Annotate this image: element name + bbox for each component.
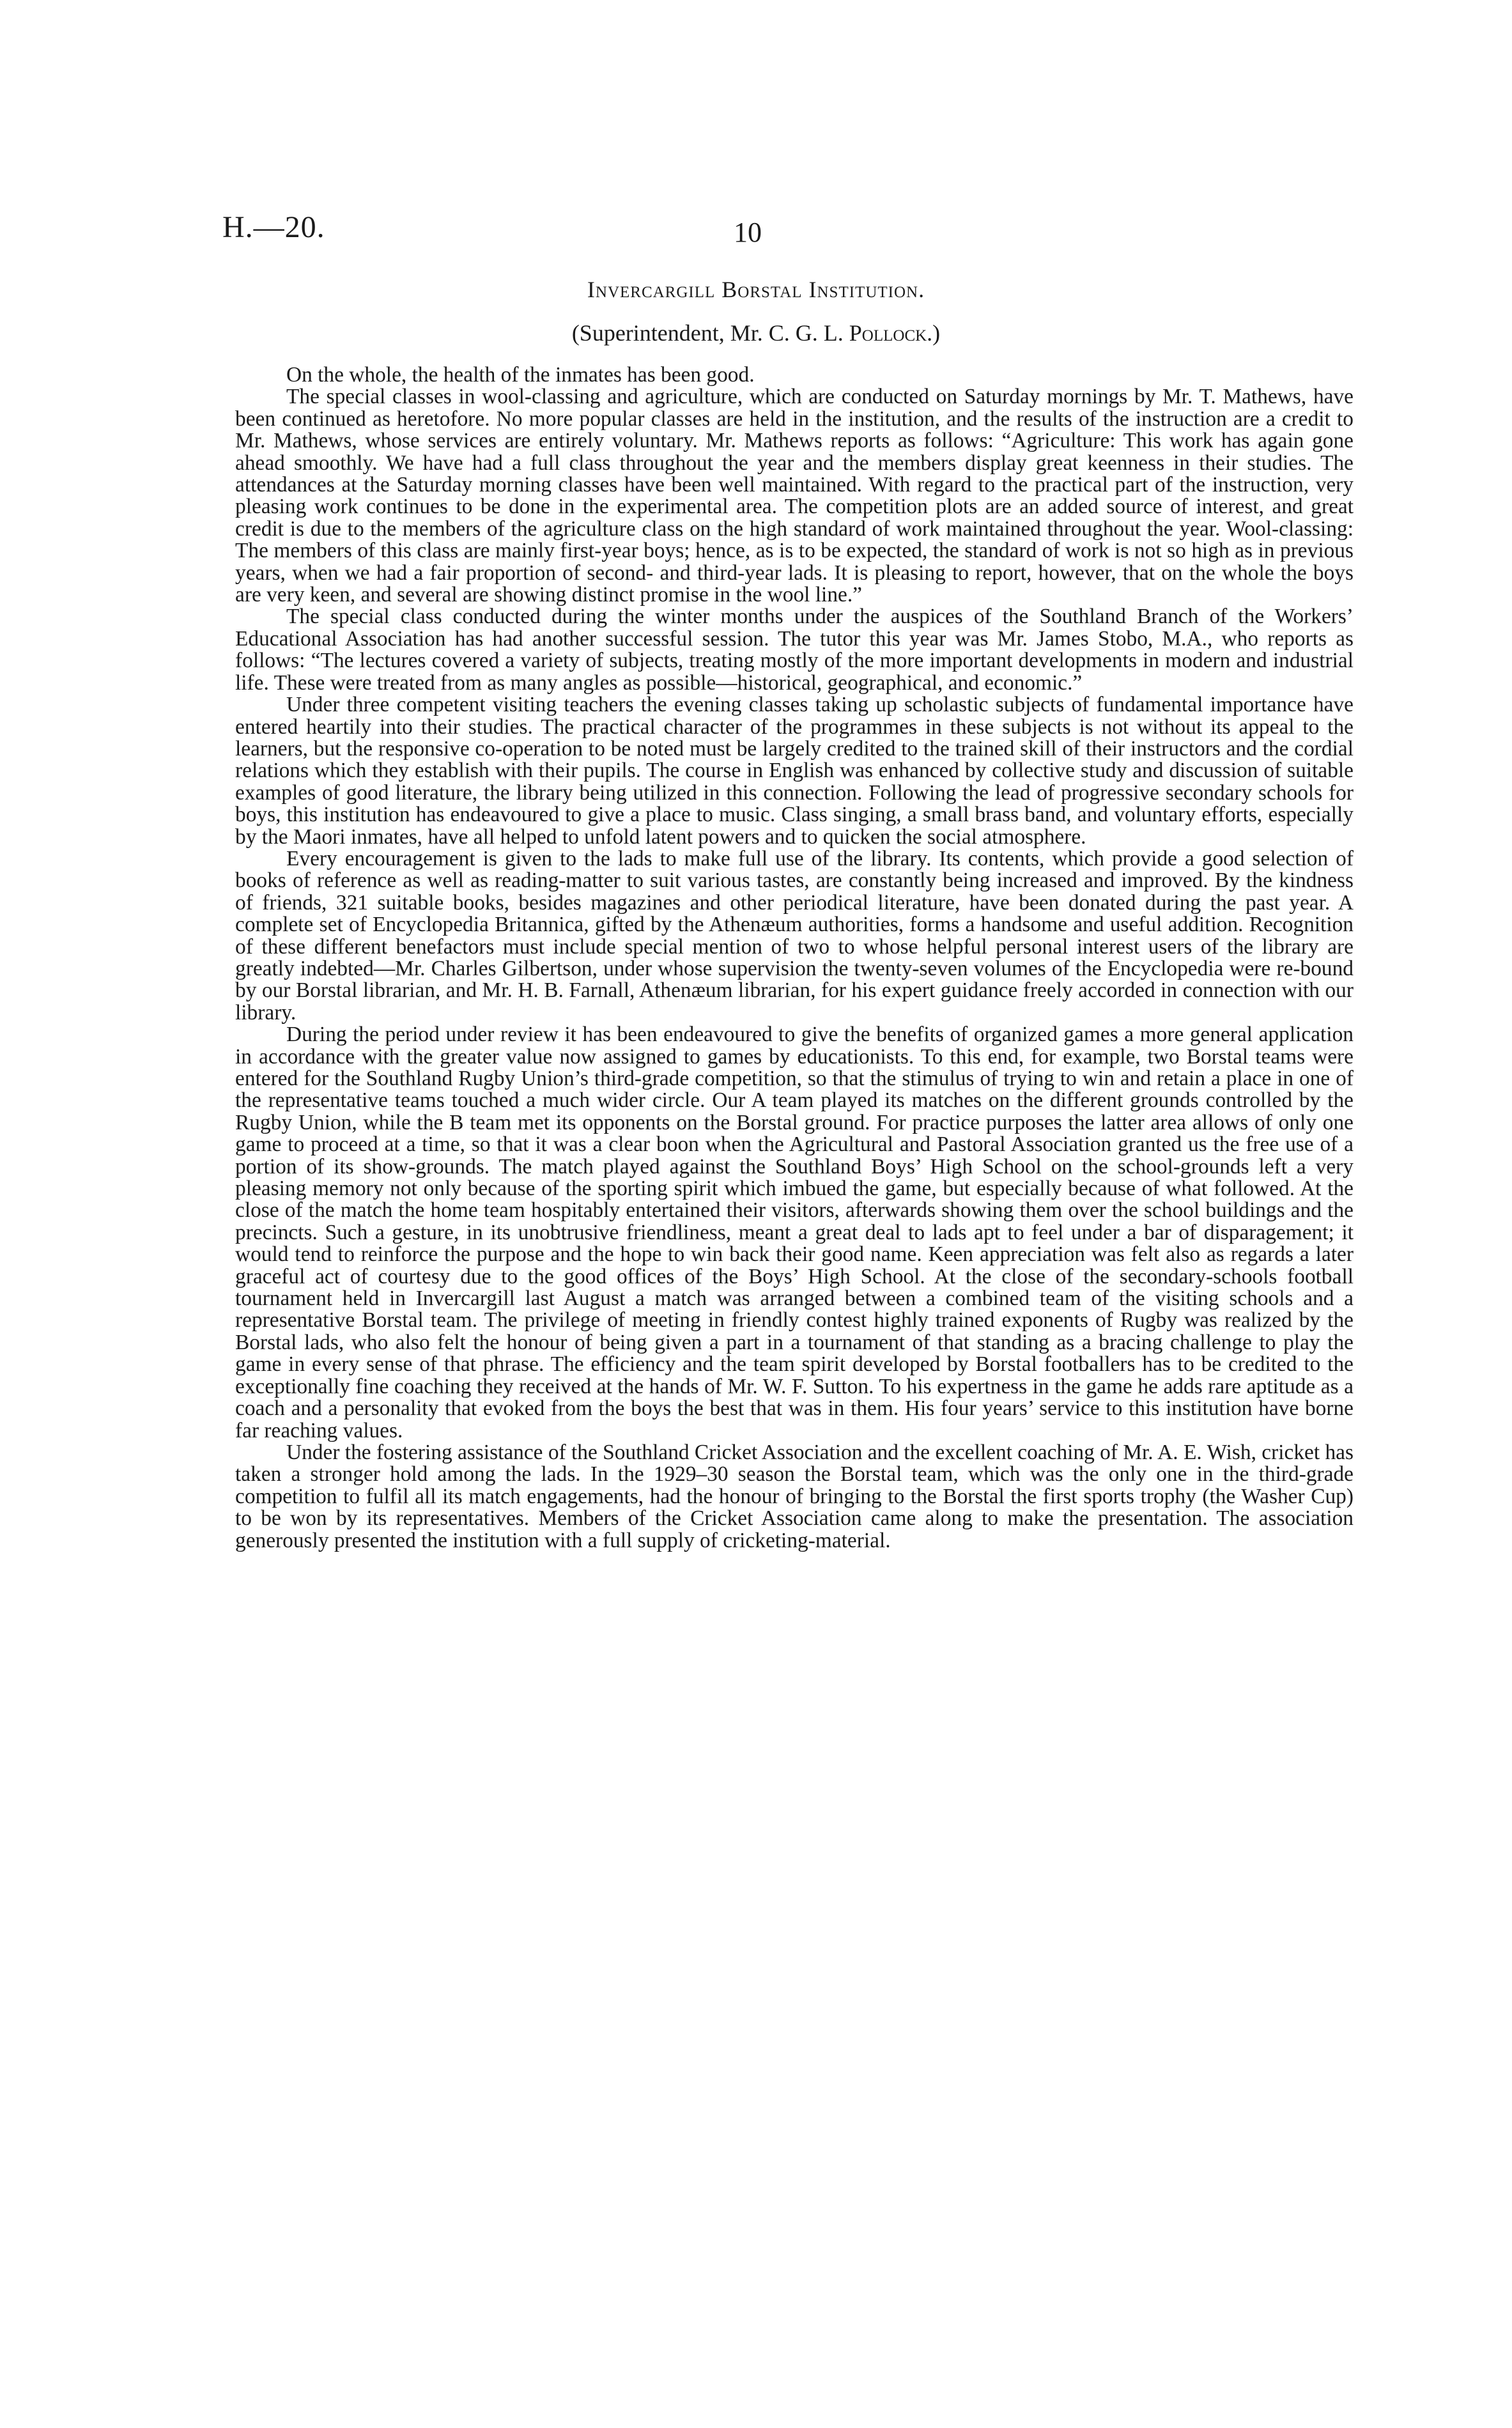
subtitle-suffix: .) [927,320,941,346]
subtitle-prefix: (Superintendent, Mr. C. G. L. [571,320,849,346]
superintendent-name: Pollock [849,320,927,346]
body-text [235,364,1354,1552]
document-reference: H.—20. [222,210,325,244]
paragraph-cricket: Under the fostering assistance of the Southland Cricket Association and the excellent coaching of Mr. A. E. Wish, cricket has taken a stronger hold among the lads. In the 1929–30 season the Borstal team, which was the only one in the third-grade competition to fulfil all its match engagements, had the honour of bringing to the Borstal the first sports trophy (the Washer Cup) to be won by its representatives. Members of the Cricket Association came along to make the presentation. The association generously presented the institution with a full supply of cricketing-material. [235,1440,1354,1552]
paragraph-health: On the whole, the health of the inmates has been good. [286,363,755,387]
section-subtitle [0,320,1512,346]
section-title: Invercargill Borstal Institution. [587,277,925,302]
paragraph-games-rugby: During the period under review it has been endeavoured to give the benefits of organized games a more general application in accordance with the greater value now assigned to games by educationists. To this end, for example, two Borstal teams were entered for the Southland Rugby Union’s third-grade competition, so that the stimulus of trying to win and retain a place in one of the representative teams touched a much wider circle. Our A team played its matches on the different grounds controlled by the Rugby Union, while the B team met its opponents on the Borstal ground. For practice purposes the latter area allows of only one game to proceed at a time, so that it was a clear boon when the Agricultural and Pastoral Association granted us the free use of a portion of its show-grounds. The match played against the Southland Boys’ High School on the school-grounds left a very pleasing memory not only because of the sporting spirit which imbued the game, but especially because of what followed. At the close of the match the home team hospitably entertained their visitors, afterwards showing them over the school buildings and the precincts. Such a gesture, in its unobtrusive friendliness, meant a great deal to lads apt to feel under a bar of disparagement; it would tend to reinforce the purpose and the hope to win back their good name. Keen appreciation was felt also as regards a later graceful act of courtesy due to the good offices of the Boys’ High School. At the close of the secondary-schools football tournament held in Invercargill last August a match was arranged between a combined team of the visiting schools and a representative Borstal team. The privilege of meeting in friendly contest highly trained exponents of Rugby was realized by the Borstal lads, who also felt the honour of being given a part in a tournament of that standing as a bracing challenge to play the game in every sense of that phrase. The efficiency and the team spirit developed by Borstal footballers has to be credited to the exceptionally fine coaching they received at the hands of Mr. W. F. Sutton. To his expertness in the game he adds rare aptitude as a coach and a personality that evoked from the boys the best that was in them. His four years’ service to this institution have borne far reaching values. [235,1023,1354,1442]
paragraph-evening-classes: Under three competent visiting teachers the evening classes taking up scholastic subjects of fundamental importance have entered heartily into their studies. The practical character of the programmes in these subjects is not without its appeal to the learners, but the responsive co-operation to be noted must be largely credited to the trained skill of their instructors and the cordial relations which they establish with their pupils. The course in English was enhanced by collective study and discussion of suitable examples of good literature, the library being utilized in this connection. Following the lead of progressive secondary schools for boys, this institution has endeavoured to give a place to music. Class singing, a small brass band, and voluntary efforts, especially by the Maori inmates, have all helped to unfold latent powers and to quicken the social atmosphere. [235,693,1354,849]
page-number: 10 [734,217,762,248]
paragraph-special-classes: The special classes in wool-classing and agriculture, which are conducted on Saturday mornings by Mr. T. Mathews, have been continued as heretofore. No more popular classes are held in the institution, and the results of the instruction are a credit to Mr. Mathews, whose services are entirely voluntary. Mr. Mathews reports as follows: “Agriculture: This work has again gone ahead smoothly. We have had a full class throughout the year and the members display great keenness in their studies. The attendances at the Saturday morning classes have been well maintained. With regard to the practical part of the instruction, very pleasing work continues to be done in the experimental area. The competition plots are an added source of interest, and great credit is due to the members of the agriculture class on the high standard of work maintained throughout the year. Wool-classing: The members of this class are mainly first-year boys; hence, as is to be expected, the standard of work is not so high as in previous years, when we had a fair proportion of second- and third-year lads. It is pleasing to report, however, that on the whole the boys are very keen, and several are showing distinct promise in the wool line.” [235,385,1354,607]
paragraph-wea-class: The special class conducted during the winter months under the auspices of the Southland Branch of the Workers’ Educational Association has had another successful session. The tutor this year was Mr. James Stobo, M.A., who reports as follows: “The lectures covered a variety of subjects, treating mostly of the more important developments in modern and industrial life. These were treated from as many angles as possible—historical, geographical, and economic.” [235,605,1354,695]
paragraph-library: Every encouragement is given to the lads to make full use of the library. Its contents, which provide a good selection of books of reference as well as reading-matter to suit various tastes, are constantly being increased and improved. By the kindness of friends, 321 suitable books, besides magazines and other periodical literature, have been donated during the past year. A complete set of Encyclopedia Britannica, gifted by the Athenæum authorities, forms a handsome and useful addition. Recognition of these different benefactors must include special mention of two to whose helpful personal interest users of the library are greatly indebted—Mr. Charles Gilbertson, under whose supervision the twenty-seven volumes of the Encyclopedia were re-bound by our Borstal librarian, and Mr. H. B. Farnall, Athenæum librarian, for his expert guidance freely accorded in connection with our library. [235,846,1354,1025]
